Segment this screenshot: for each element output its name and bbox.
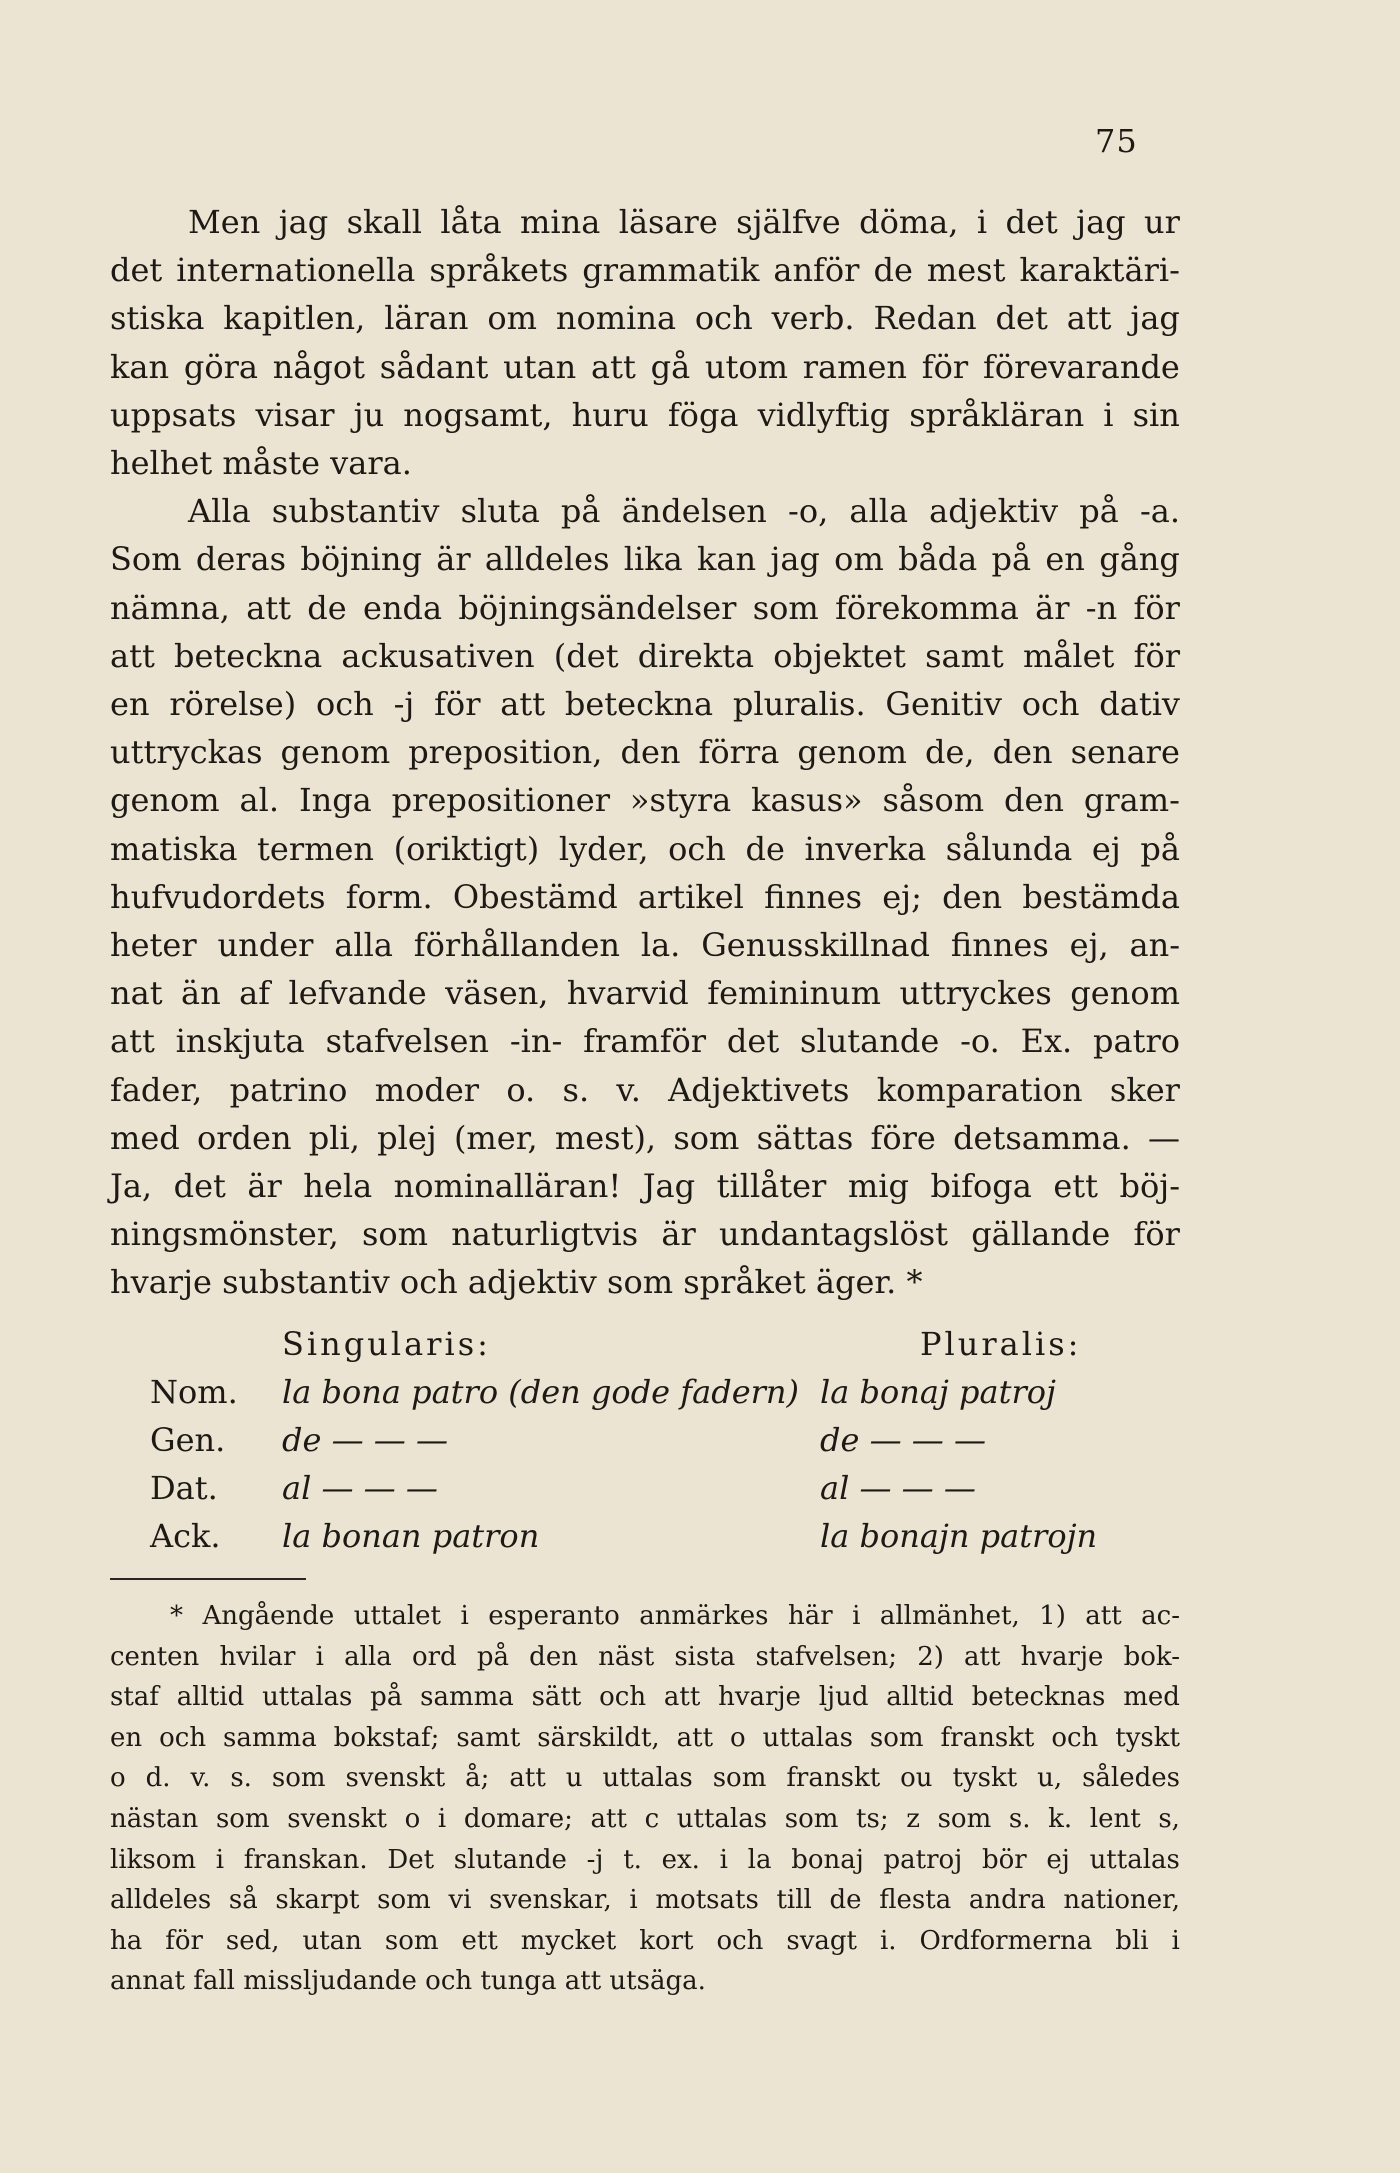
text-line: det internationella språkets grammatik anför de mest karaktäri- [110, 251, 1180, 290]
case-label: Dat. [150, 1469, 218, 1507]
text-line: uttryckas genom preposition, den förra genom de, den senare [110, 733, 1180, 772]
plural-form: al — — — [820, 1469, 976, 1507]
singular-form: la bonan patron [282, 1517, 540, 1555]
text-line: fader, patrino moder o. s. v. Adjektivets komparation sker [110, 1070, 1180, 1109]
text-line: uppsats visar ju nogsamt, huru föga vidlyftig språkläran i sin [110, 395, 1180, 434]
declension-table [110, 1320, 1180, 1560]
singular-form: al — — — [282, 1469, 438, 1507]
text-line: nämna, att de enda böjningsändelser som förekomma är -n för [110, 588, 1180, 627]
footnote-line: en och samma bokstaf; samt särskildt, att o uttalas som franskt och tyskt [110, 1722, 1180, 1753]
singular-header: Singularis: [282, 1325, 491, 1363]
singular-form: la bona patro (den gode fadern) [282, 1373, 800, 1411]
footnote-line: liksom i franskan. Det slutande -j t. ex. i la bonaj patroj bör ej uttalas [110, 1844, 1180, 1875]
text-line: kan göra något sådant utan att gå utom ramen för förevarande [110, 347, 1180, 386]
text-line: en rörelse) och -j för att beteckna pluralis. Genitiv och dativ [110, 685, 1180, 724]
plural-header: Pluralis: [920, 1325, 1082, 1363]
footnote-line: centen hvilar i alla ord på den näst sista stafvelsen; 2) att hvarje bok- [110, 1641, 1180, 1672]
plural-form: la bonajn patrojn [820, 1517, 1098, 1555]
footnote-line: ha för sed, utan som ett mycket kort och svagt i. Ordformerna bli i [110, 1925, 1180, 1956]
text-line: Som deras böjning är alldeles lika kan jag om båda på en gång [110, 540, 1180, 579]
text-line: ningsmönster, som naturligtvis är undantagslöst gällande för [110, 1215, 1180, 1254]
declension-row [110, 1464, 1180, 1512]
declension-row [110, 1416, 1180, 1464]
text-line: Ja, det är hela nominalläran! Jag tillåter mig bifoga ett böj- [110, 1167, 1180, 1206]
declension-row [110, 1512, 1180, 1560]
singular-form: de — — — [282, 1421, 448, 1459]
footnote-line: staf alltid uttalas på samma sätt och att hvarje ljud alltid betecknas med [110, 1682, 1180, 1713]
text-line: Men jag skall låta mina läsare själfve döma, i det jag ur [188, 203, 1180, 241]
text-line: stiska kapitlen, läran om nomina och verb. Redan det att jag [110, 299, 1180, 338]
case-label: Gen. [150, 1421, 226, 1459]
text-line: med orden pli, plej (mer, mest), som sättas före detsamma. — [110, 1118, 1180, 1157]
declension-row [110, 1368, 1180, 1416]
text-line: helhet måste vara. [110, 444, 412, 483]
plural-form: de — — — [820, 1421, 986, 1459]
footnote-line: annat fall missljudande och tunga att utsäga. [110, 1966, 706, 1997]
text-line: att beteckna ackusativen (det direkta objektet samt målet för [110, 636, 1180, 675]
footnote-line: nästan som svenskt o i domare; att c uttalas som ts; z som s. k. lent s, [110, 1803, 1180, 1834]
text-line: nat än af lefvande väsen, hvarvid femininum uttryckes genom [110, 974, 1180, 1013]
case-label: Ack. [150, 1517, 221, 1555]
text-line: heter under alla förhållanden la. Genusskillnad finnes ej, an- [110, 926, 1180, 965]
case-label: Nom. [150, 1373, 238, 1411]
footnote-line: * Angående uttalet i esperanto anmärkes här i allmänhet, 1) att ac- [170, 1601, 1180, 1631]
page-number: 75 [1095, 122, 1138, 160]
footnote-line: alldeles så skarpt som vi svenskar, i motsats till de flesta andra nationer, [110, 1885, 1180, 1916]
text-line: att inskjuta stafvelsen -in- framför det slutande -o. Ex. patro [110, 1022, 1180, 1061]
text-line: matiska termen (oriktigt) lyder, och de inverka sålunda ej på [110, 829, 1180, 868]
plural-form: la bonaj patroj [820, 1373, 1056, 1411]
text-line: hvarje substantiv och adjektiv som språket äger. * [110, 1263, 923, 1302]
declension-header [110, 1320, 1180, 1368]
text-line: hufvudordets form. Obestämd artikel finnes ej; den bestämda [110, 877, 1180, 916]
body-text [110, 198, 1180, 1307]
footnote-line: o d. v. s. som svenskt å; att u uttalas som franskt ou tyskt u, således [110, 1763, 1180, 1794]
footnote [110, 1596, 1180, 2002]
footnote-divider [110, 1578, 306, 1580]
text-line: Alla substantiv sluta på ändelsen -o, alla adjektiv på -a. [188, 492, 1180, 531]
text-line: genom al. Inga prepositioner »styra kasus» såsom den gram- [110, 781, 1180, 820]
